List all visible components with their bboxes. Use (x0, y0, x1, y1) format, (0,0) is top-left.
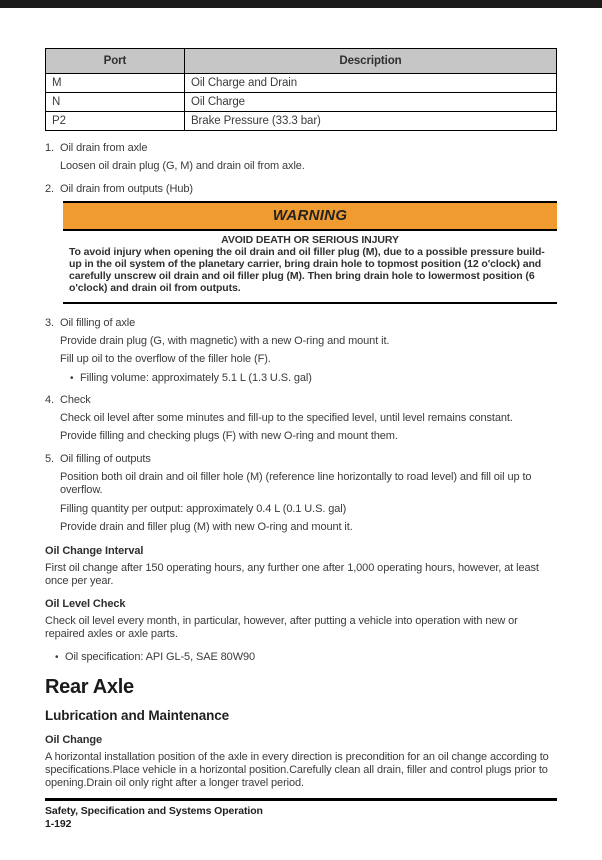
table-row (46, 74, 557, 93)
oil-change-interval-text: First oil change after 150 operating hours, any further one after 1,000 operating hours, however, at least once per year. (45, 561, 539, 587)
warning-title: WARNING (272, 207, 348, 224)
table-header-row (46, 49, 557, 74)
oil-change-paragraph: A horizontal installation position of the axle in every direction is precondition for an oil change according to specifications.Place vehicle in a horizontal position.Carefully clean all drain, filler and control plugs prior to opening.Drain oil only right after a longer travel period. (45, 750, 549, 789)
bullet-text: Filling volume: approximately 5.1 L (1.3 U.S. gal) (80, 371, 312, 384)
step-number: 3. (45, 316, 54, 329)
step-paragraph: Fill up oil to the overflow of the filler hole (F). (60, 353, 271, 365)
step-title: Oil filling of outputs (60, 452, 151, 465)
bullet-text: Oil specification: API GL-5, SAE 80W90 (65, 650, 256, 663)
step-number: 2. (45, 182, 54, 195)
port-cell: M (46, 74, 185, 93)
port-cell: P2 (46, 112, 185, 131)
page-footer (45, 798, 557, 830)
description-column-header: Description (184, 49, 556, 74)
bullet-item (70, 372, 557, 385)
description-cell: Oil Charge and Drain (184, 74, 556, 93)
step-title: Oil drain from outputs (Hub) (60, 182, 193, 195)
step-5 (45, 453, 557, 535)
bullet-marker: • (55, 651, 59, 663)
oil-change-heading: Oil Change (45, 733, 103, 746)
warning-subtitle: AVOID DEATH OR SERIOUS INJURY (221, 233, 399, 246)
footer-page-number: 1-192 (45, 817, 72, 830)
step-number: 1. (45, 142, 54, 154)
step-3 (45, 317, 557, 385)
step-number: 4. (45, 393, 54, 406)
port-column-header: Port (46, 49, 185, 74)
step-2 (45, 183, 557, 196)
oil-change-interval-heading: Oil Change Interval (45, 544, 144, 557)
step-paragraph: Provide filling and checking plugs (F) with new O-ring and mount them. (60, 430, 398, 442)
step-paragraph: Position both oil drain and oil filler hole (M) (reference line horizontally to road level) and fill oil up to overflow. (60, 470, 532, 496)
warning-block (63, 201, 557, 304)
oil-spec-bullet (55, 651, 557, 664)
description-cell: Brake Pressure (33.3 bar) (184, 112, 556, 131)
top-edge-bar (0, 0, 602, 8)
port-cell: N (46, 93, 185, 112)
oil-level-check-text: Check oil level every month, in particular, however, after putting a vehicle into operation with new or repaired axles or axle parts. (45, 614, 518, 640)
step-title: Oil drain from axle (60, 142, 148, 154)
step-1 (45, 142, 557, 174)
warning-banner (63, 201, 557, 231)
warning-content (63, 231, 557, 304)
step-paragraph: Filling quantity per output: approximately 0.4 L (0.1 U.S. gal) (60, 502, 347, 515)
step-paragraph: Provide drain and filler plug (M) with new O-ring and mount it. (60, 521, 353, 533)
step-paragraph: Check oil level after some minutes and fill-up to the specified level, until level remains constant. (60, 411, 513, 424)
step-title: Oil filling of axle (60, 316, 136, 329)
document-page (0, 8, 602, 790)
table-row (46, 93, 557, 112)
step-paragraph: Loosen oil drain plug (G, M) and drain oil from axle. (60, 160, 305, 172)
step-title: Check (60, 393, 91, 406)
procedure-steps (45, 142, 557, 535)
step-4 (45, 394, 557, 444)
rear-axle-heading: Rear Axle (45, 675, 134, 698)
bullet-marker: • (70, 372, 74, 384)
step-number: 5. (45, 452, 54, 465)
footer-section-title: Safety, Specification and Systems Operation (45, 805, 263, 817)
lubrication-maintenance-heading: Lubrication and Maintenance (45, 707, 230, 723)
port-description-table (45, 48, 557, 131)
table-row (46, 112, 557, 131)
description-cell: Oil Charge (184, 93, 556, 112)
step-paragraph: Provide drain plug (G, with magnetic) with a new O-ring and mount it. (60, 334, 390, 347)
oil-level-check-heading: Oil Level Check (45, 597, 126, 610)
warning-body-text: To avoid injury when opening the oil drain and oil filler plug (M), due to a possible pressure build-up in the oil system of the planetary carrier, bring drain hole to topmost position (12 o'clock) and carefully unscrew oil drain and oil filler plug (M). Then bring drain hole to lowermost position (6 o'clock) and drain oil from outputs. (69, 245, 545, 294)
